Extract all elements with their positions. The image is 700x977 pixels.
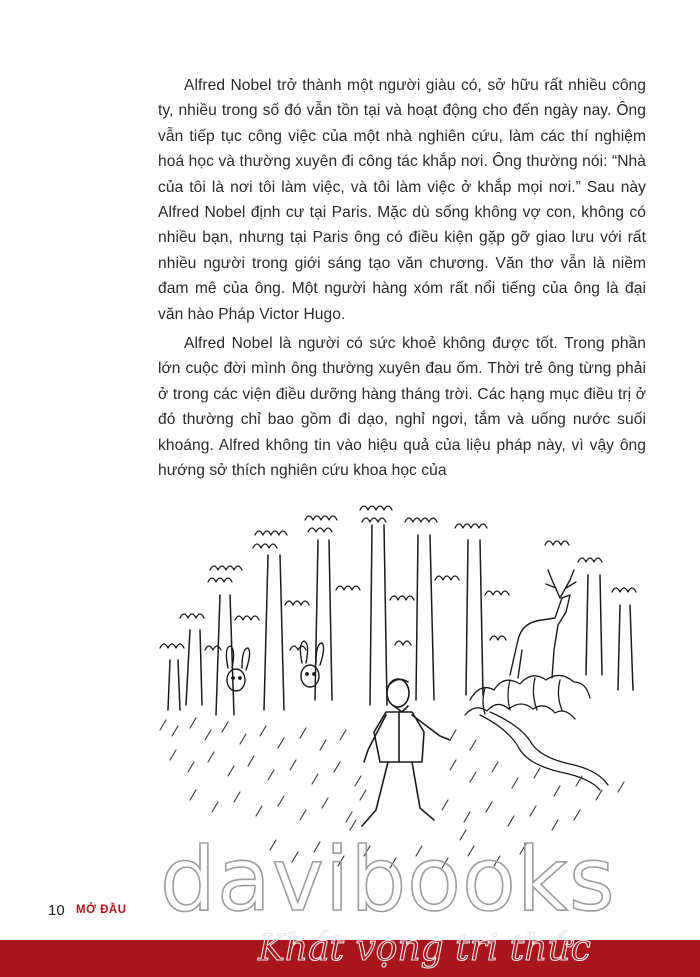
stream <box>480 712 608 790</box>
rabbit-2 <box>300 641 323 687</box>
stag <box>510 570 576 678</box>
watermark-brand: davibooks <box>160 828 616 931</box>
page-number: 10 <box>48 902 65 919</box>
rocks <box>465 675 590 719</box>
body-text <box>158 73 646 488</box>
section-title: MỞ ĐẦU <box>76 904 127 916</box>
tree-trunks <box>168 525 633 715</box>
paragraph-1: Alfred Nobel trở thành một người giàu có, sở hữu rất nhiều công ty, nhiều trong số đó vẫn tồn tại và hoạt động cho đến ngày nay. Ông vẫn tiếp tục công việc của một nhà nghiên cứu, làm các thí nghiệm hoá học và thường xuyên đi công tác khắp nơi. Ông thường nói: “Nhà của tôi là nơi tôi làm việc, và tôi làm việc ở khắp mọi nơi.” Sau này Alfred Nobel định cư tại Paris. Mặc dù sống không vợ con, không có nhiều bạn, nhưng tại Paris ông có điều kiện gặp gỡ giao lưu với rất nhiều người trong giới sáng tạo văn chương. Văn thơ vẫn là niềm đam mê của ông. Một người hàng xóm rất nổi tiếng của ông là đại văn hào Pháp Victor Hugo. <box>158 77 646 323</box>
paragraph-2: Alfred Nobel là người có sức khoẻ không được tốt. Trong phần lớn cuộc đời mình ông thường xuyên đau ốm. Thời trẻ ông từng phải ở trong các viện điều dưỡng hàng tháng trời. Các hạng mục điều trị ở đó thường chỉ bao gồm đi dạo, nghỉ ngơi, tắm và uống nước suối khoáng. Alfred không tin vào hiệu quả của liệu pháp này, vì vậy ông hướng sở thích nghiên cứu khoa học của <box>158 335 646 480</box>
walking-man <box>362 679 450 826</box>
rabbit-1 <box>226 646 249 691</box>
watermark-tagline: Khát vọng tri thức <box>258 928 591 969</box>
